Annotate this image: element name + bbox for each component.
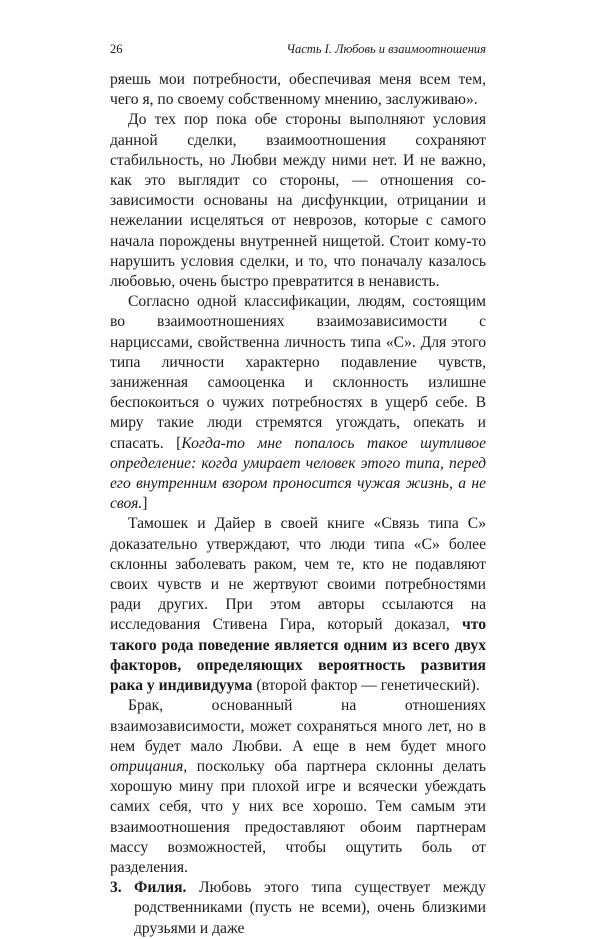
paragraph-1: ряешь мои потребности, обеспечивая меня всем тем, чего я, по своему собственному мнению, заслуживаю».: [110, 71, 486, 109]
list-item-text: Любовь этого типа существует между родственниками (пусть не всеми), очень близкими друзьями и даже: [134, 879, 486, 937]
paragraph-4-text-a: Тамошек и Дайер в своей книге «Связь типа С» доказательно утверждают, что люди типа «С» более склонны заболевать раком, чем те, кто не подавляют своих чувств и не жертвуют своими потребностями ради других. При этом авторы ссылаются на исследования Стивена Гира, который доказал,: [110, 515, 486, 634]
paragraph-5-text-b: поскольку оба партнера склонны делать хорошую мину при плохой игре и всячески убеждать самих себя, что у них все хорошо. Тем самым эти взаимоотношения предоставляют обоим партнерам массу возможностей, чтобы ощутить боль от разделения.: [110, 757, 486, 876]
paragraph-3-text: Согласно одной классификации, людям, состоящим во взаимоотношениях взаимозависимости с нарциссами, свойственна личность типа «С». Для этого типа личности характерно подавление чувств, заниженная самооценка и склонность излишне беспокоиться о чужих потребностях в ущерб себе. В миру такие люди стремятся угождать, опекать и спасать.: [110, 293, 486, 452]
list-item-term: Филия.: [134, 879, 187, 897]
paragraph-3: [110, 292, 486, 514]
paragraph-5-text-a: Брак, основанный на отношениях взаимозависимости, может сохраняться много лет, но в нем будет мало Любви. А еще в нем будет много: [110, 697, 486, 755]
paragraph-5-italic: отрицания,: [110, 757, 188, 775]
body-text: [110, 70, 486, 939]
running-head: Часть I. Любовь и взаимоотношения: [286, 42, 486, 56]
list-item-number: 3.: [110, 879, 122, 897]
list-item-3: [110, 878, 486, 939]
paragraph-4-text-b: (второй фактор — генетический).: [256, 677, 480, 695]
aside-open-bracket: [: [176, 434, 182, 452]
paragraph-4-bold: что такого рода поведение является одним из всего двух факторов, определяющих вероятность развития рака у индивидуума: [110, 616, 487, 695]
aside-close-bracket: ]: [142, 495, 148, 513]
page-header: [110, 40, 486, 58]
aside-italic-text: Когда-то мне попалось такое шутливое определение: когда умирает человек этого типа, перед его внутренним взором проносится чужая жизнь, а не своя.: [110, 434, 486, 513]
paragraph-4: [110, 514, 486, 696]
paragraph-5: [110, 696, 486, 878]
page-number: 26: [110, 42, 123, 56]
paragraph-2: До тех пор пока обе стороны выполняют условия данной сделки, взаимоотношения сохраняют стабильность, но Любви между ними нет. И не важно, как это выглядит со стороны, — отношения со-зависимости основаны на дисфункции, отрицании и нежелании исцеляться от неврозов, которые с самого начала порождены внутренней нищетой. Стоит кому-то нарушить условия сделки, и то, что поначалу казалось любовью, очень быстро превратится в ненависть.: [110, 111, 486, 291]
